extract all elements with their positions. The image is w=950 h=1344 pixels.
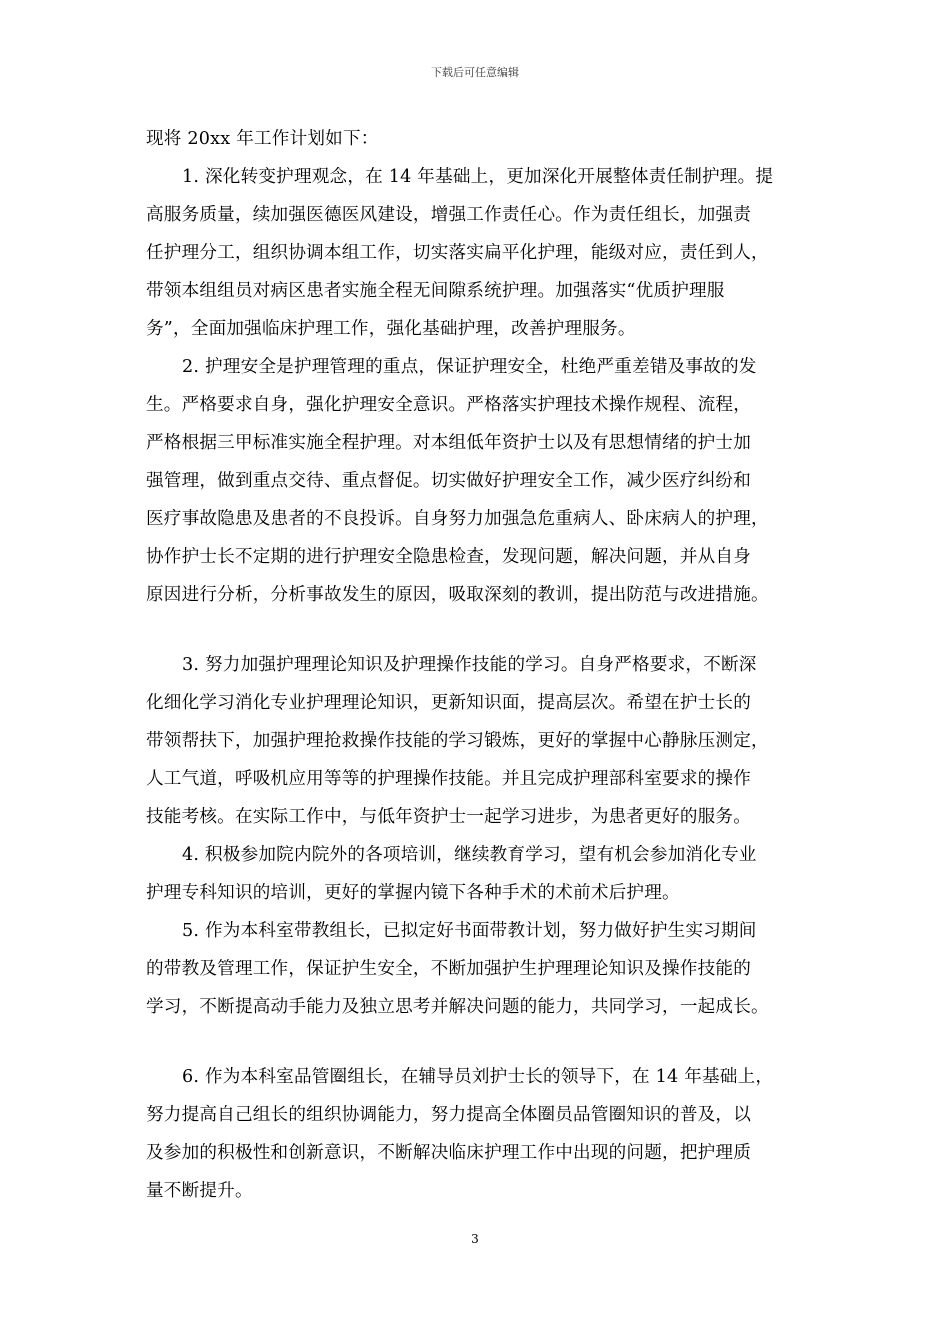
paragraph-3-line: 技能考核。在实际工作中，与低年资护士一起学习进步，为患者更好的服务。 xyxy=(146,807,751,827)
paragraph-2-line: 协作护士长不定期的进行护理安全隐患检查，发现问题，解决问题，并从自身 xyxy=(146,547,751,567)
paragraph-6-line: 努力提高自己组长的组织协调能力，努力提高全体圈员品管圈知识的普及，以 xyxy=(146,1105,751,1125)
paragraph-2-line: 强管理，做到重点交待、重点督促。切实做好护理安全工作，减少医疗纠纷和 xyxy=(146,471,751,491)
intro-line: 现将 20xx 年工作计划如下： xyxy=(146,129,379,149)
paragraph-5-line: 的带教及管理工作，保证护生安全，不断加强护生护理理论知识及操作技能的 xyxy=(146,959,751,979)
document-body xyxy=(146,120,836,1210)
paragraph-1-line: 高服务质量，续加强医德医风建设，增强工作责任心。作为责任组长，加强责 xyxy=(146,205,751,225)
paragraph-2-line: 原因进行分析，分析事故发生的原因，吸取深刻的教训，提出防范与改进措施。 xyxy=(146,585,769,605)
paragraph-6-line: 及参加的积极性和创新意识，不断解决临床护理工作中出现的问题，把护理质 xyxy=(146,1143,751,1163)
paragraph-2-line: 医疗事故隐患及患者的不良投诉。自身努力加强急危重病人、卧床病人的护理， xyxy=(146,509,769,529)
paragraph-2-line: 2. 护理安全是护理管理的重点，保证护理安全，杜绝严重差错及事故的发 xyxy=(182,357,757,377)
paragraph-1-line: 1. 深化转变护理观念，在 14 年基础上，更加深化开展整体责任制护理。提 xyxy=(182,167,774,187)
paragraph-3-line: 3. 努力加强护理理论知识及护理操作技能的学习。自身严格要求，不断深 xyxy=(182,655,757,675)
paragraph-5-line: 学习，不断提高动手能力及独立思考并解决问题的能力，共同学习，一起成长。 xyxy=(146,997,769,1017)
paragraph-4-line: 护理专科知识的培训，更好的掌握内镜下各种手术的术前术后护理。 xyxy=(146,883,680,903)
paragraph-5-line: 5. 作为本科室带教组长，已拟定好书面带教计划，努力做好护生实习期间 xyxy=(182,921,757,941)
paragraph-1-line: 带领本组组员对病区患者实施全程无间隙系统护理。加强落实“优质护理服 xyxy=(146,281,725,301)
page-header: 下载后可任意编辑 xyxy=(431,66,519,79)
paragraph-2-line: 生。严格要求自身，强化护理安全意识。严格落实护理技术操作规程、流程， xyxy=(146,395,751,415)
paragraph-2-line: 严格根据三甲标准实施全程护理。对本组低年资护士以及有思想情绪的护士加 xyxy=(146,433,751,453)
paragraph-gap xyxy=(146,1026,836,1058)
paragraph-3-line: 带领帮扶下，加强护理抢救操作技能的学习锻炼，更好的掌握中心静脉压测定， xyxy=(146,731,769,751)
paragraph-3-line: 化细化学习消化专业护理理论知识，更新知识面，提高层次。希望在护士长的 xyxy=(146,693,751,713)
paragraph-4-line: 4. 积极参加院内院外的各项培训，继续教育学习，望有机会参加消化专业 xyxy=(182,845,757,865)
paragraph-6-line: 量不断提升。 xyxy=(146,1181,253,1201)
page-number: 3 xyxy=(471,1232,479,1246)
paragraph-gap xyxy=(146,614,836,646)
paragraph-1-line: 任护理分工，组织协调本组工作，切实落实扁平化护理，能级对应，责任到人， xyxy=(146,243,769,263)
paragraph-6-line: 6. 作为本科室品管圈组长，在辅导员刘护士长的领导下，在 14 年基础上， xyxy=(182,1067,774,1087)
paragraph-1-line: 务”，全面加强临床护理工作，强化基础护理，改善护理服务。 xyxy=(146,319,636,339)
paragraph-3-line: 人工气道，呼吸机应用等等的护理操作技能。并且完成护理部科室要求的操作 xyxy=(146,769,751,789)
